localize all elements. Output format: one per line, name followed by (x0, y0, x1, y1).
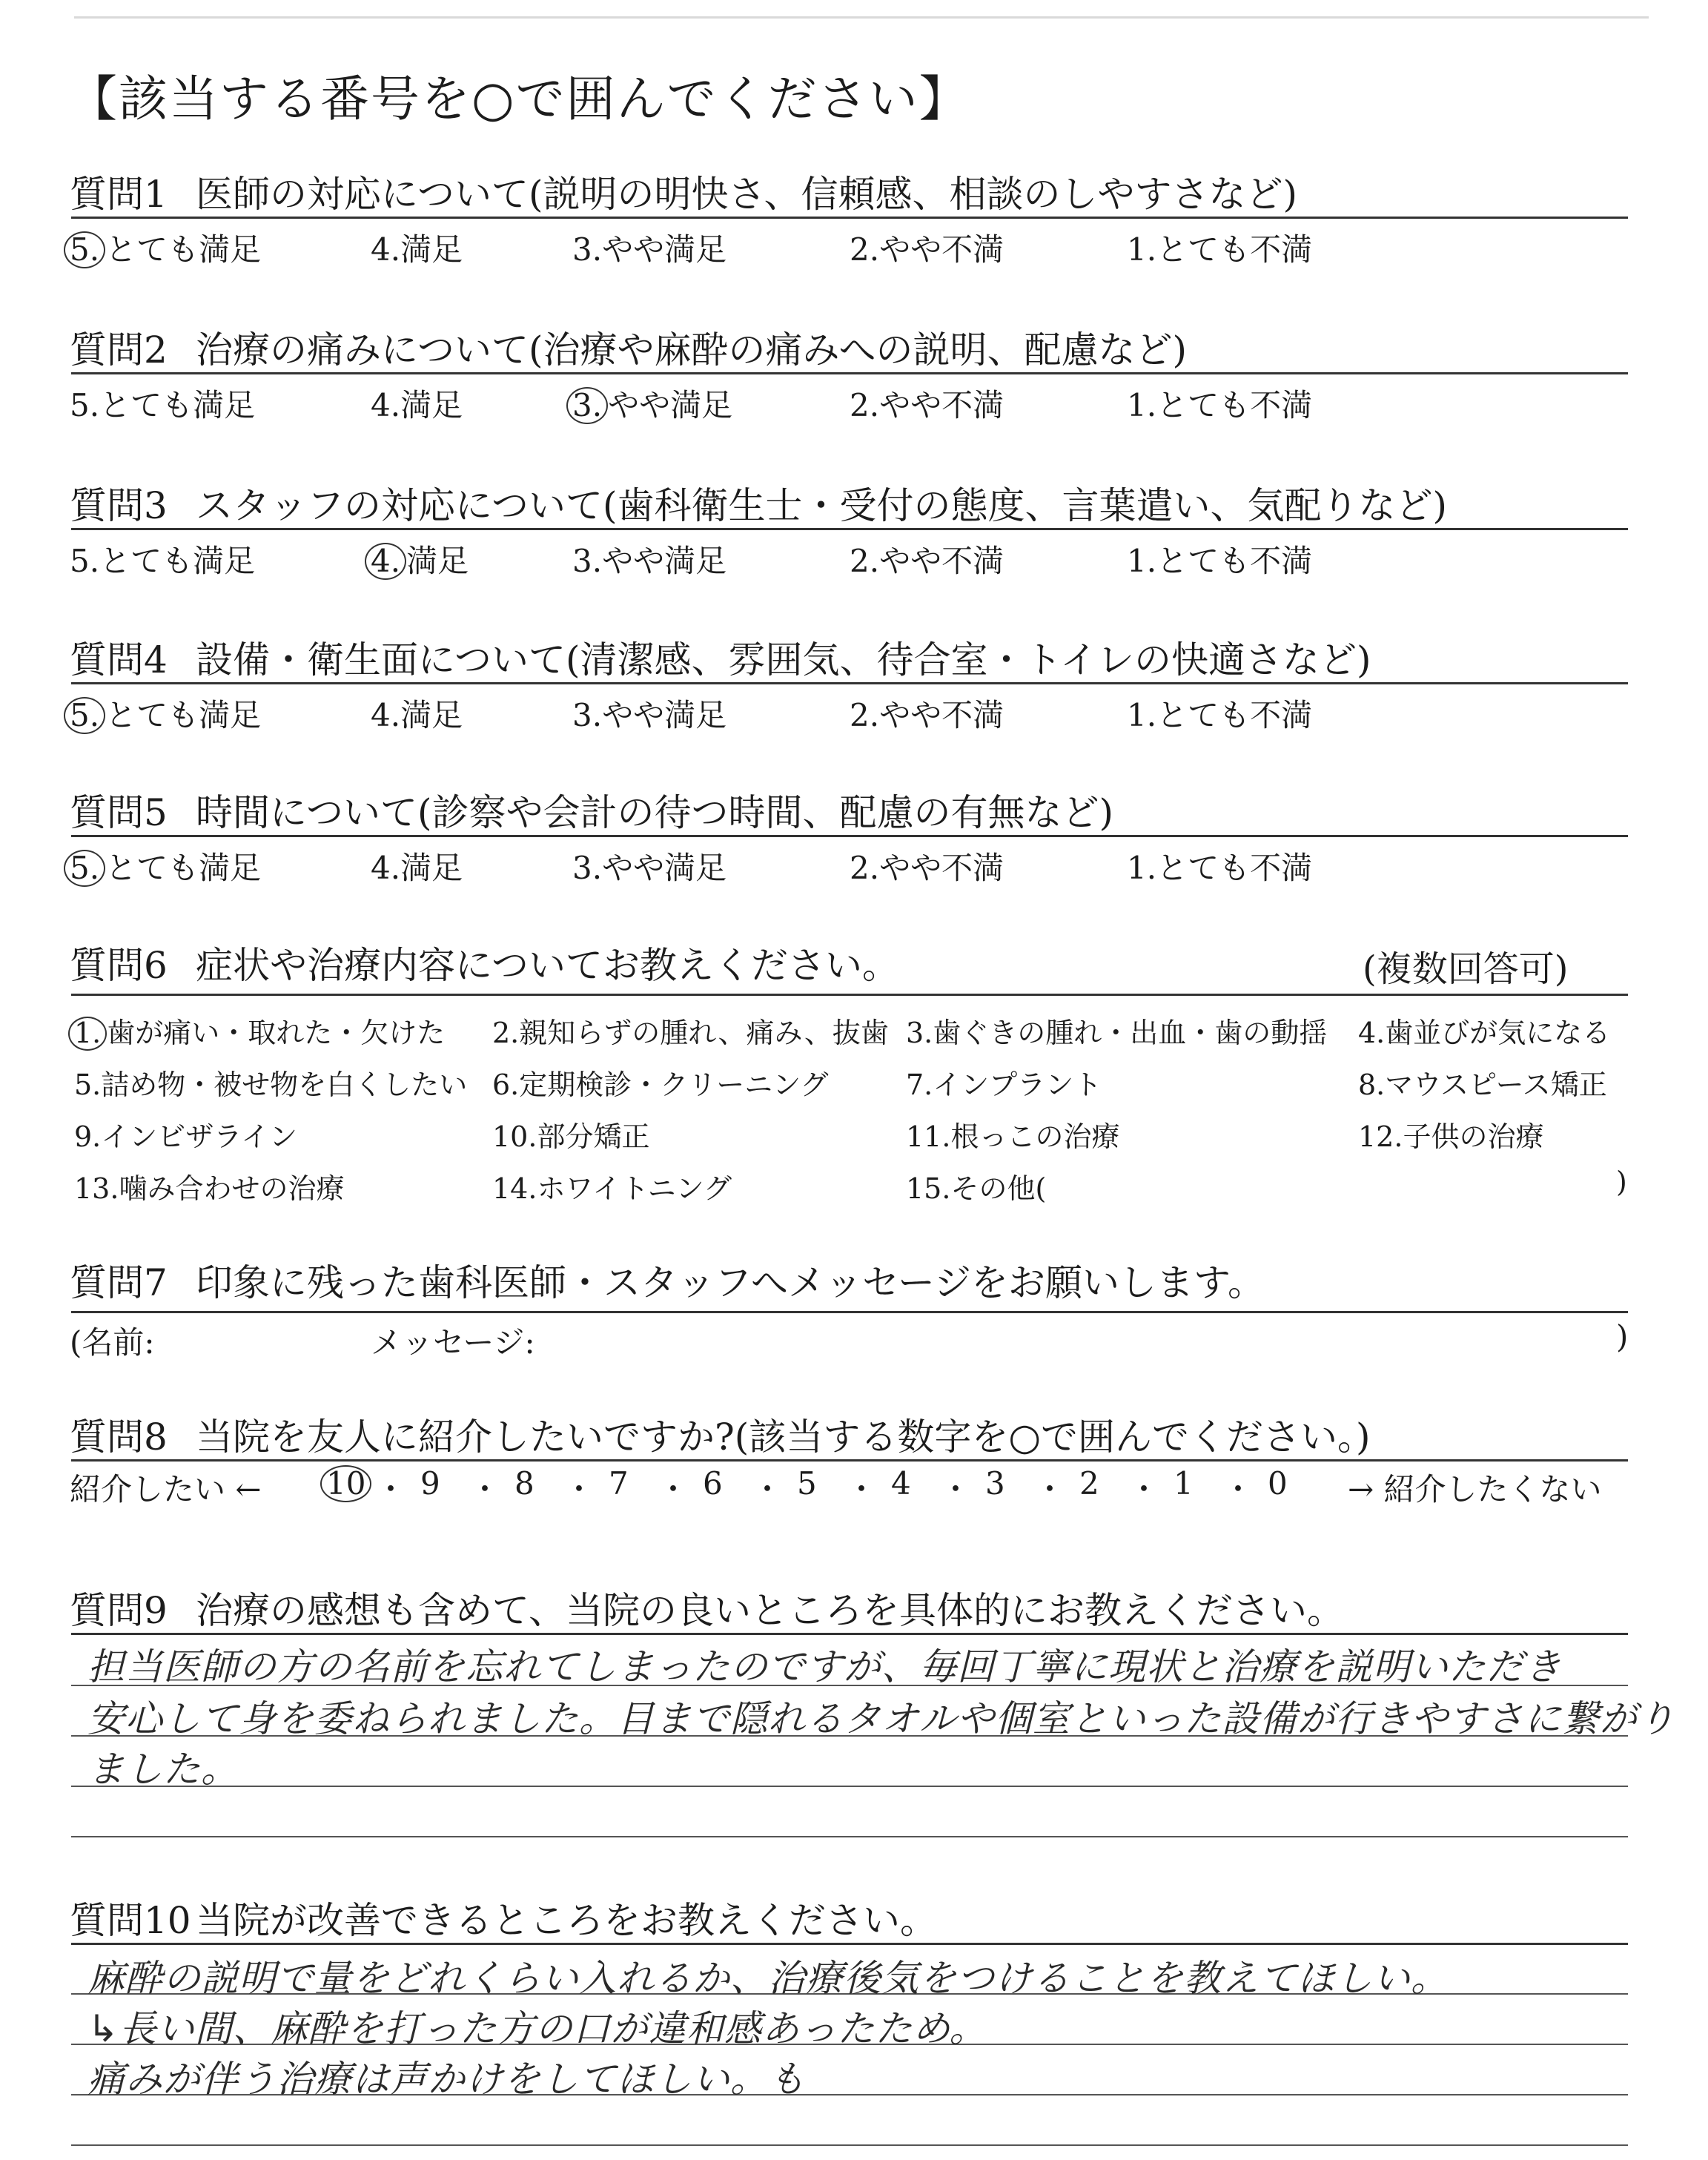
scale-dot: ・ (846, 1471, 878, 1507)
rule-line (71, 528, 1628, 530)
scale-dot: ・ (940, 1471, 972, 1507)
symptom-option-13[interactable] (74, 1166, 344, 1206)
recommend-right-label: → 紹介したくない (1348, 1471, 1602, 1507)
q3-option-1[interactable] (1127, 537, 1312, 581)
option-label: やや不満 (879, 850, 1004, 886)
question-number: 質問1 (70, 173, 168, 216)
option-number: 1. (1127, 697, 1157, 733)
option-number: 4. (371, 697, 401, 733)
question-text: 治療の感想も含めて、当院の良いところを具体的にお教えください。 (196, 1589, 1344, 1632)
option-label: 親知らずの腫れ、痛み、抜歯 (519, 1017, 889, 1049)
option-number: 1. (1127, 231, 1157, 268)
q10-answer-line-1: 麻酔の説明で量をどれくらい入れるか、治療後気をつけることを教えてほしい。 (87, 1957, 1449, 2000)
question-text: 当院を友人に紹介したいですか?(該当する数字を○で囲んでください。) (196, 1416, 1371, 1459)
symptom-option-15[interactable] (906, 1166, 1046, 1206)
option-label: やや満足 (602, 231, 727, 268)
option-number: 2. (850, 231, 880, 268)
symptom-option-7[interactable] (906, 1062, 1102, 1103)
rule-line (71, 835, 1628, 837)
rule-line (71, 1943, 1628, 1945)
question-5-heading (70, 783, 1113, 836)
option-number: 10. (492, 1120, 537, 1153)
symptom-option-8[interactable] (1358, 1062, 1607, 1103)
option-label: やや不満 (879, 387, 1004, 423)
symptom-option-1[interactable] (74, 1010, 445, 1051)
q2-option-4[interactable] (371, 381, 463, 426)
option-number: 3. (572, 850, 603, 886)
q10-answer-line-2: ↳長い間、麻酔を打った方の口が違和感あったため。 (87, 2007, 987, 2050)
option-label: とても不満 (1156, 543, 1313, 579)
recommend-score-8[interactable] (514, 1465, 534, 1502)
option-number: 1. (1127, 543, 1157, 579)
score-number: 2 (1079, 1465, 1099, 1502)
option-number: 4. (371, 387, 401, 423)
option-label: やや不満 (879, 231, 1004, 268)
q1-option-3[interactable] (572, 225, 726, 270)
question-9-heading (70, 1581, 1344, 1634)
option-number: 2. (850, 387, 880, 423)
option-number: 3. (572, 697, 603, 733)
recommend-score-2[interactable] (1079, 1465, 1099, 1502)
option-label: とても不満 (1156, 697, 1313, 733)
question-number: 質問2 (70, 328, 168, 371)
q3-option-3[interactable] (572, 537, 726, 581)
symptom-option-12[interactable] (1358, 1114, 1543, 1155)
recommend-score-6[interactable] (703, 1465, 723, 1502)
score-number: 6 (703, 1465, 723, 1502)
option-number: 6. (492, 1069, 520, 1101)
option-number: 12. (1358, 1120, 1403, 1153)
answer-line (71, 2144, 1628, 2146)
option-label: 満足 (400, 697, 463, 733)
selected-circle: 5. (64, 697, 105, 734)
option-label: やや満足 (608, 387, 733, 423)
score-number: 3 (985, 1465, 1005, 1502)
option-label: インビザライン (101, 1120, 298, 1153)
rule-line (71, 217, 1628, 219)
option-label: 歯ぐきの腫れ・出血・歯の動揺 (933, 1017, 1328, 1049)
question-2-heading (70, 320, 1187, 374)
symptom-option-3[interactable] (906, 1010, 1327, 1051)
symptom-option-14[interactable] (492, 1166, 732, 1206)
question-3-heading (70, 476, 1447, 529)
option-number: 2. (492, 1017, 520, 1049)
option-label: 満足 (400, 387, 463, 423)
option-label: 満足 (400, 850, 463, 886)
q1-option-1[interactable] (1127, 225, 1312, 270)
scale-dot: ・ (563, 1471, 595, 1507)
option-number: 5. (70, 387, 100, 423)
score-number: 4 (891, 1465, 911, 1502)
q2-option-2[interactable] (850, 381, 1004, 426)
score-number: 9 (420, 1465, 440, 1502)
q1-option-5[interactable] (70, 225, 261, 270)
selected-circle: 5. (64, 231, 105, 268)
option-label: 歯が痛い・取れた・欠けた (107, 1017, 446, 1049)
close-paren: ) (1616, 1318, 1629, 1355)
option-label: やや不満 (879, 697, 1004, 733)
option-label: 噛み合わせの治療 (119, 1172, 345, 1205)
selected-circle: 1. (68, 1017, 107, 1051)
q5-option-3[interactable] (572, 844, 726, 888)
option-number: 2. (850, 697, 880, 733)
answer-line (71, 1786, 1628, 1787)
q4-option-3[interactable] (572, 691, 726, 736)
option-label: 部分矯正 (537, 1120, 650, 1153)
q9-answer-line-3: ました。 (87, 1748, 239, 1791)
q4-option-5[interactable] (70, 691, 261, 736)
q4-option-2[interactable] (850, 691, 1004, 736)
recommend-score-10[interactable] (326, 1465, 371, 1502)
q5-option-4[interactable] (371, 844, 463, 888)
option-label: 根っこの治療 (950, 1120, 1120, 1153)
scale-dot: ・ (375, 1471, 407, 1507)
option-number: 9. (74, 1120, 102, 1153)
option-label: とても満足 (105, 850, 262, 886)
option-label: その他( (950, 1172, 1047, 1205)
option-label: とても不満 (1156, 850, 1313, 886)
question-number: 質問5 (70, 791, 168, 834)
q4-option-1[interactable] (1127, 691, 1312, 736)
selected-circle: 4. (365, 543, 406, 580)
q9-answer-line-1: 担当医師の方の名前を忘れてしまったのですが、毎回丁寧に現状と治療を説明いただき (87, 1645, 1562, 1688)
rule-line (71, 372, 1628, 374)
recommend-score-9[interactable] (420, 1465, 440, 1502)
q3-option-5[interactable] (70, 537, 255, 581)
symptom-option-4[interactable] (1358, 1010, 1610, 1051)
question-6-heading (70, 936, 899, 989)
option-label: とても不満 (1156, 387, 1313, 423)
symptom-option-6[interactable] (492, 1062, 829, 1103)
question-number: 質問6 (70, 944, 168, 987)
option-number: 4. (371, 231, 401, 268)
option-label: 歯並びが気になる (1385, 1017, 1611, 1049)
question-text: 症状や治療内容についてお教えください。 (196, 944, 899, 987)
scale-dot: ・ (658, 1471, 689, 1507)
q2-option-3[interactable] (572, 381, 732, 426)
rule-line (71, 1633, 1628, 1635)
option-number: 3. (906, 1017, 933, 1049)
q5-option-1[interactable] (1127, 844, 1312, 888)
option-number: 5. (74, 1069, 102, 1101)
rule-line (71, 1459, 1628, 1462)
recommend-score-0[interactable] (1268, 1465, 1288, 1502)
recommend-score-4[interactable] (891, 1465, 911, 1502)
option-label: ホワイトニング (537, 1172, 732, 1205)
question-4-heading (70, 630, 1371, 684)
selected-circle: 3. (566, 387, 608, 424)
option-number: 1. (1127, 387, 1157, 423)
question-text: 医師の対応について(説明の明快さ、信頼感、相談のしやすさなど) (196, 173, 1298, 216)
option-number: 1. (1127, 850, 1157, 886)
option-number: 13. (74, 1172, 119, 1205)
q10-answer-line-3: 痛みが伴う治療は声かけをしてほしい。も (87, 2058, 806, 2101)
question-number: 質問3 (70, 484, 168, 527)
q1-option-2[interactable] (850, 225, 1004, 270)
question-text: 印象に残った歯科医師・スタッフへメッセージをお願いします。 (196, 1261, 1265, 1304)
q5-option-2[interactable] (850, 844, 1004, 888)
option-label: 定期検診・クリーニング (519, 1069, 829, 1101)
message-label: メッセージ: (371, 1324, 535, 1361)
q1-option-4[interactable] (371, 225, 463, 270)
q3-option-2[interactable] (850, 537, 1004, 581)
option-label: やや満足 (602, 850, 727, 886)
form-title: 【該当する番号を○で囲んでください】 (68, 70, 970, 128)
rule-line (71, 1311, 1628, 1313)
symptom-option-16: ) (1616, 1166, 1627, 1198)
q3-option-4[interactable] (371, 537, 469, 581)
multiple-answers-note: (複数回答可) (1363, 948, 1569, 990)
score-number: 7 (609, 1465, 629, 1502)
option-number: 15. (906, 1172, 951, 1205)
score-number: 1 (1174, 1465, 1194, 1502)
q5-option-5[interactable] (70, 844, 261, 888)
recommend-left-label: 紹介したい ← (70, 1471, 262, 1507)
option-label: とても満足 (99, 387, 256, 423)
recommend-score-3[interactable] (985, 1465, 1005, 1502)
recommend-score-1[interactable] (1174, 1465, 1194, 1502)
symptom-option-10[interactable] (492, 1114, 649, 1155)
recommend-score-7[interactable] (609, 1465, 629, 1502)
option-label: 詰め物・被せ物を白くしたい (101, 1069, 468, 1101)
score-number: 8 (514, 1465, 534, 1502)
question-1-heading (70, 165, 1297, 218)
recommend-score-5[interactable] (797, 1465, 817, 1502)
question-number: 質問9 (70, 1589, 168, 1632)
rule-line (71, 682, 1628, 684)
selected-circle: 5. (64, 850, 105, 887)
option-number: 2. (850, 850, 880, 886)
option-number: 14. (492, 1172, 537, 1205)
option-label: やや不満 (879, 543, 1004, 579)
scale-dot: ・ (1128, 1471, 1160, 1507)
scale-dot: ・ (1222, 1471, 1254, 1507)
score-number: 0 (1268, 1465, 1288, 1502)
question-number: 質問8 (70, 1416, 168, 1459)
q9-answer-line-2: 安心して身を委ねられました。目まで隠れるタオルや個室といった設備が行きやすさに繋がり (87, 1697, 1675, 1740)
top-border (74, 16, 1649, 19)
answer-line (71, 1836, 1628, 1837)
question-number: 質問4 (70, 638, 168, 681)
question-8-heading (70, 1407, 1370, 1461)
option-label: インプラント (933, 1069, 1102, 1101)
option-label: やや満足 (602, 697, 727, 733)
question-text: 当院が改善できるところをお教えください。 (196, 1899, 937, 1942)
q4-option-4[interactable] (371, 691, 463, 736)
symptom-option-2[interactable] (492, 1010, 889, 1051)
q2-option-1[interactable] (1127, 381, 1312, 426)
scale-dot: ・ (469, 1471, 501, 1507)
question-text: 治療の痛みについて(治療や麻酔の痛みへの説明、配慮など) (196, 328, 1188, 371)
question-10-heading (70, 1891, 937, 1944)
option-number: 2. (850, 543, 880, 579)
rule-line (71, 994, 1628, 996)
score-number: 5 (797, 1465, 817, 1502)
option-label: マウスピース矯正 (1385, 1069, 1607, 1101)
option-label: 満足 (406, 543, 469, 579)
option-number: 4. (1358, 1017, 1386, 1049)
q2-option-5[interactable] (70, 381, 255, 426)
symptom-option-5[interactable] (74, 1062, 467, 1103)
option-number: 8. (1358, 1069, 1386, 1101)
option-number: 3. (572, 231, 603, 268)
option-label: とても不満 (1156, 231, 1313, 268)
option-number: 11. (906, 1120, 951, 1153)
question-number: 質問10 (70, 1899, 191, 1942)
option-number: 7. (906, 1069, 933, 1101)
question-text: 設備・衛生面について(清潔感、雰囲気、待合室・トイレの快適さなど) (196, 638, 1371, 681)
scale-dot: ・ (752, 1471, 784, 1507)
question-text: スタッフの対応について(歯科衛生士・受付の態度、言葉遣い、気配りなど) (196, 484, 1448, 527)
symptom-option-11[interactable] (906, 1114, 1119, 1155)
option-label: やや満足 (602, 543, 727, 579)
option-number: 3. (572, 543, 603, 579)
selected-circle: 10 (320, 1465, 371, 1502)
option-label: とても満足 (99, 543, 256, 579)
option-label: とても満足 (105, 231, 262, 268)
scale-dot: ・ (1034, 1471, 1066, 1507)
question-text: 時間について(診察や会計の待つ時間、配慮の有無など) (196, 791, 1114, 834)
symptom-option-9[interactable] (74, 1114, 297, 1155)
option-number: 5. (70, 543, 100, 579)
question-7-heading (70, 1253, 1265, 1307)
option-label: 満足 (400, 231, 463, 268)
name-label: (名前: (70, 1324, 155, 1361)
option-label: とても満足 (105, 697, 262, 733)
option-number: 4. (371, 850, 401, 886)
option-label: 子供の治療 (1403, 1120, 1544, 1153)
question-number: 質問7 (70, 1261, 168, 1304)
